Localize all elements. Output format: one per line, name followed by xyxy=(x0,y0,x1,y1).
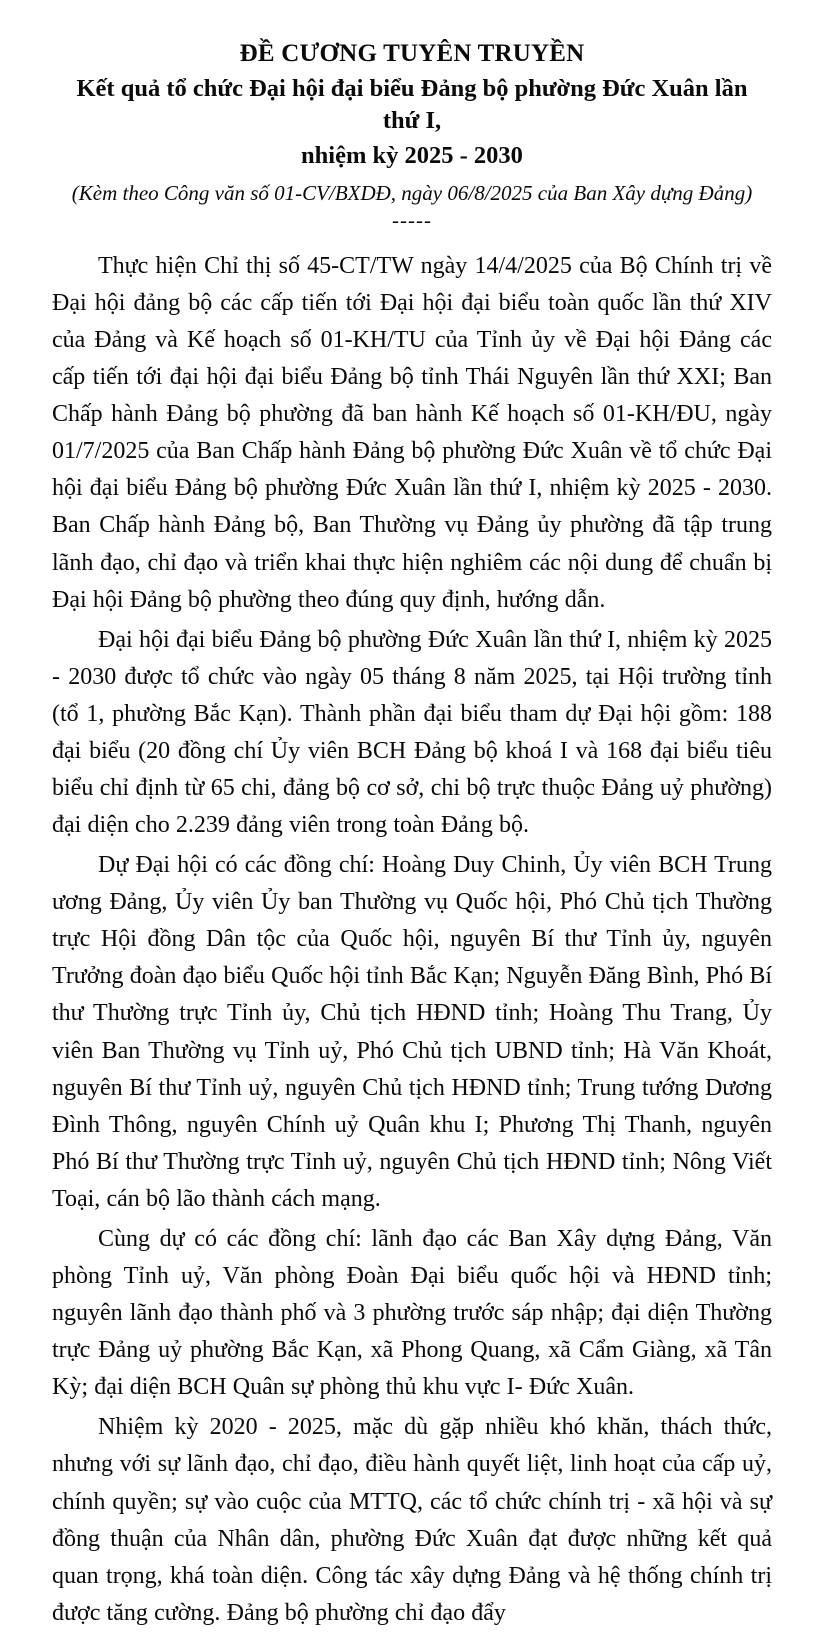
body-paragraph: Đại hội đại biểu Đảng bộ phường Đức Xuân lần thứ I, nhiệm kỳ 2025 - 2030 được tổ chức vào ngày 05 tháng 8 năm 2025, tại Hội trường tỉnh (tổ 1, phường Bắc Kạn). Thành phần đại biểu tham dự Đại hội gồm: 188 đại biểu (20 đồng chí Ủy viên BCH Đảng bộ khoá I và 168 đại biểu tiêu biểu chỉ định từ 65 chi, đảng bộ cơ sở, chi bộ trực thuộc Đảng uỷ phường) đại diện cho 2.239 đảng viên trong toàn Đảng bộ. xyxy=(52,626,772,839)
section-separator: ----- xyxy=(392,207,432,232)
page-title: ĐỀ CƯƠNG TUYÊN TRUYỀN xyxy=(239,40,585,67)
body-paragraph: Thực hiện Chỉ thị số 45-CT/TW ngày 14/4/2025 của Bộ Chính trị về Đại hội đảng bộ các cấp tiến tới Đại hội đại biểu toàn quốc lần thứ XIV của Đảng và Kế hoạch số 01-KH/TU của Tỉnh ủy về Đại hội Đảng các cấp tiến tới đại hội đại biểu Đảng bộ tỉnh Thái Nguyên lần thứ XXI; Ban Chấp hành Đảng bộ phường đã ban hành Kế hoạch số 01-KH/ĐU, ngày 01/7/2025 của Ban Chấp hành Đảng bộ phường Đức Xuân về tổ chức Đại hội đại biểu Đảng bộ phường Đức Xuân lần thứ I, nhiệm kỳ 2025 - 2030. Ban Chấp hành Đảng bộ, Ban Thường vụ Đảng ủy phường đã tập trung lãnh đạo, chỉ đạo và triển khai thực hiện nghiêm các nội dung để chuẩn bị Đại hội Đảng bộ phường theo đúng quy định, hướng dẫn. xyxy=(52,252,772,613)
body-paragraph: Dự Đại hội có các đồng chí: Hoàng Duy Chinh, Ủy viên BCH Trung ương Đảng, Ủy viên Ủy ban Thường vụ Quốc hội, Phó Chủ tịch Thường trực Hội đồng Dân tộc của Quốc hội, nguyên Bí thư Tỉnh ủy, nguyên Trưởng đoàn đạo biểu Quốc hội tỉnh Bắc Kạn; Nguyễn Đăng Bình, Phó Bí thư Thường trực Tỉnh ủy, Chủ tịch HĐND tỉnh; Hoàng Thu Trang, Ủy viên Ban Thường vụ Tỉnh uỷ, Phó Chủ tịch UBND tỉnh; Hà Văn Khoát, nguyên Bí thư Tỉnh uỷ, nguyên Chủ tịch HĐND tỉnh; Trung tướng Dương Đình Thông, nguyên Chính uỷ Quân khu I; Phương Thị Thanh, nguyên Phó Bí thư Thường trực Tỉnh uỷ, nguyên Chủ tịch HĐND tỉnh; Nông Viết Toại, cán bộ lão thành cách mạng. xyxy=(52,852,772,1212)
document-subtitle-line-1: Kết quả tổ chức Đại hội đại biểu Đảng bộ phường Đức Xuân lần thứ I, xyxy=(76,75,748,134)
document-reference-note: (Kèm theo Công văn số 01-CV/BXDĐ, ngày 06/8/2025 của Ban Xây dựng Đảng) xyxy=(71,180,753,205)
document-body xyxy=(52,248,772,1632)
body-paragraph: Nhiệm kỳ 2020 - 2025, mặc dù gặp nhiều khó khăn, thách thức, nhưng với sự lãnh đạo, chỉ đạo, điều hành quyết liệt, linh hoạt của cấp uỷ, chính quyền; sự vào cuộc của MTTQ, các tổ chức chính trị - xã hội và sự đồng thuận của Nhân dân, phường Đức Xuân đạt được những kết quả quan trọng, khá toàn diện. Công tác xây dựng Đảng và hệ thống chính trị được tăng cường. Đảng bộ phường chỉ đạo đẩy xyxy=(52,1414,772,1626)
title-block xyxy=(52,38,772,232)
body-paragraph: Cùng dự có các đồng chí: lãnh đạo các Ban Xây dựng Đảng, Văn phòng Tỉnh uỷ, Văn phòng Đoàn Đại biểu quốc hội và HĐND tỉnh; nguyên lãnh đạo thành phố và 3 phường trước sáp nhập; đại diện Thường trực Đảng uỷ phường Bắc Kạn, xã Phong Quang, xã Cẩm Giàng, xã Tân Kỳ; đại diện BCH Quân sự phòng thủ khu vực I- Đức Xuân. xyxy=(52,1225,772,1401)
document-subtitle-line-2: nhiệm kỳ 2025 - 2030 xyxy=(301,141,523,169)
